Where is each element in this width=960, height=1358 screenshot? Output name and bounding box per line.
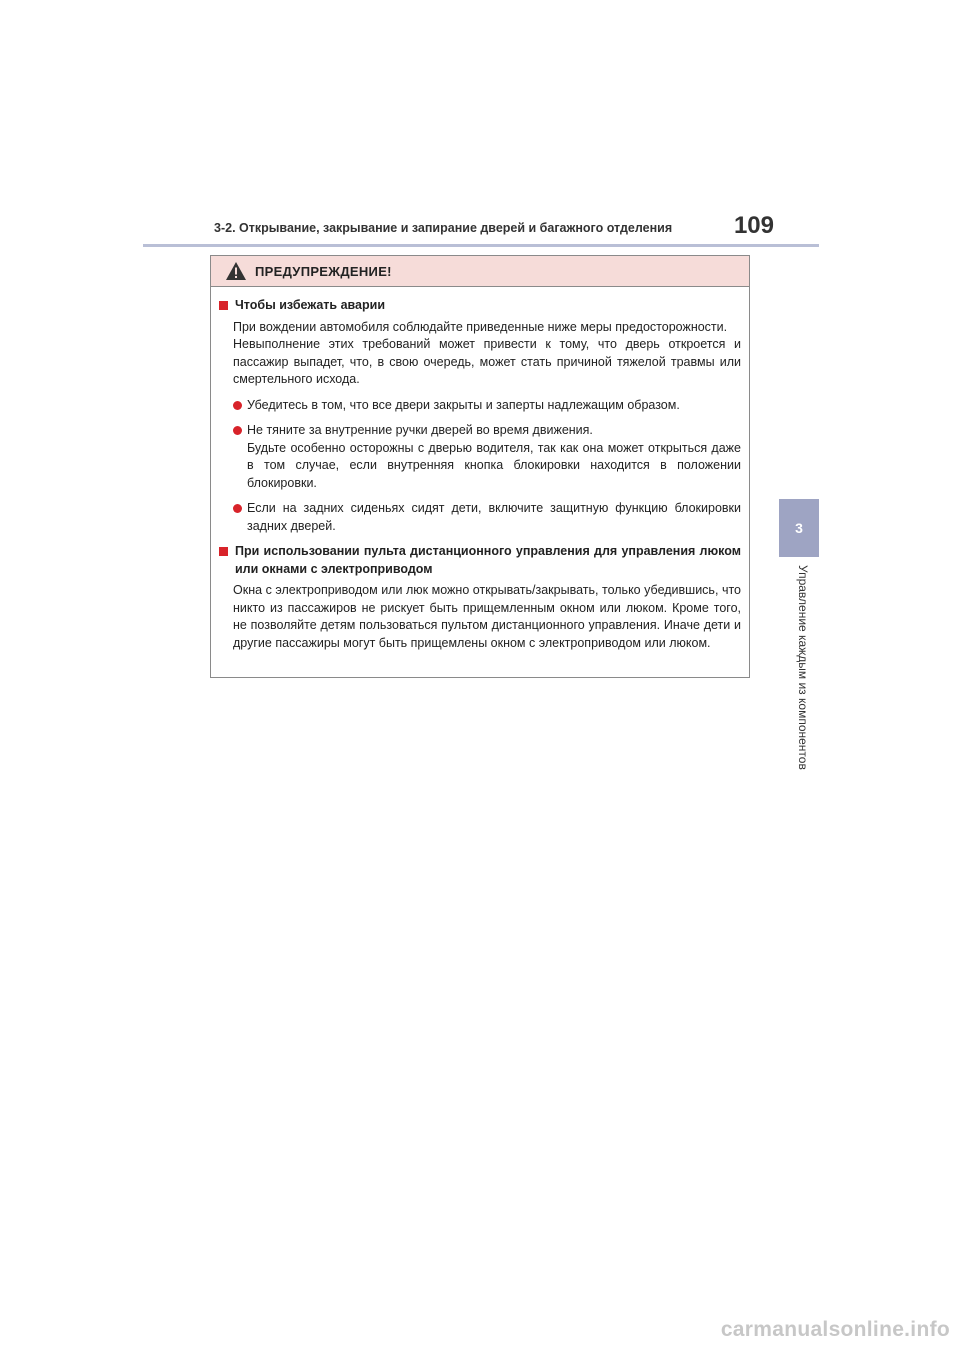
paragraph: Окна с электроприводом или люк можно открывать/закрывать, только убедившись, что никто из пассажиров не рискует быть прищемленным окном или люком. Кроме того, не позволяйте детям пользоваться пультом дистанционного управления. Иначе дети и другие пассажиры могут быть прищемлены окном с электроприводом или люком. <box>233 583 741 650</box>
section-heading-text: Чтобы избежать аварии <box>235 298 386 312</box>
circle-bullet-icon <box>233 504 242 513</box>
bullet-line: Если на задних сиденьях сидят дети, включите защитную функцию блокировки задних дверей. <box>247 501 741 533</box>
bullet-item <box>233 500 741 535</box>
section-heading <box>219 543 741 578</box>
warning-header <box>211 256 749 287</box>
section-paragraphs <box>233 319 741 389</box>
warning-section <box>219 543 741 652</box>
page-header <box>214 214 774 238</box>
section-heading-text: При использовании пульта дистанционного управления для управления люком или окнами с электроприводом <box>235 544 741 576</box>
bullet-item <box>233 397 741 415</box>
bullet-text <box>247 500 741 535</box>
circle-bullet-icon <box>233 401 242 410</box>
page-number: 109 <box>733 212 774 239</box>
warning-box <box>210 255 750 678</box>
header-rule <box>143 244 819 247</box>
section-heading <box>219 297 741 315</box>
chapter-number: 3 <box>795 520 803 536</box>
warning-body <box>211 287 749 652</box>
square-bullet-icon <box>219 547 228 556</box>
bullet-line: Убедитесь в том, что все двери закрыты и заперты надлежащим образом. <box>247 397 680 412</box>
bullet-line: Будьте особенно осторожны с дверью водителя, так как она может открыться даже в том случае, если внутренняя кнопка блокировки находится в положении блокировки. <box>247 440 741 490</box>
watermark: carmanualsonline.info <box>720 1318 950 1341</box>
bullet-text <box>247 397 741 415</box>
paragraph: Невыполнение этих требований может привести к тому, что дверь откроется и пассажир выпадет, что, в свою очередь, может стать причиной тяжелой травмы или смертельного исхода. <box>233 337 741 386</box>
section-paragraphs <box>233 582 741 652</box>
chapter-label: Управление каждым из компонентов <box>796 565 810 770</box>
circle-bullet-icon <box>233 426 242 435</box>
paragraph: При вождении автомобиля соблюдайте приведенные ниже меры предосторожности. <box>233 319 728 334</box>
warning-triangle-icon <box>225 261 247 281</box>
bullet-text <box>247 422 741 492</box>
chapter-tab[interactable] <box>779 499 819 557</box>
warning-title: ПРЕДУПРЕЖДЕНИЕ! <box>255 263 392 279</box>
square-bullet-icon <box>219 301 228 310</box>
warning-section <box>219 297 741 535</box>
section-title: 3-2. Открывание, закрывание и запирание дверей и багажного отделения <box>214 221 673 235</box>
bullet-item <box>233 422 741 492</box>
bullet-line: Не тяните за внутренние ручки дверей во время движения. <box>247 423 593 437</box>
